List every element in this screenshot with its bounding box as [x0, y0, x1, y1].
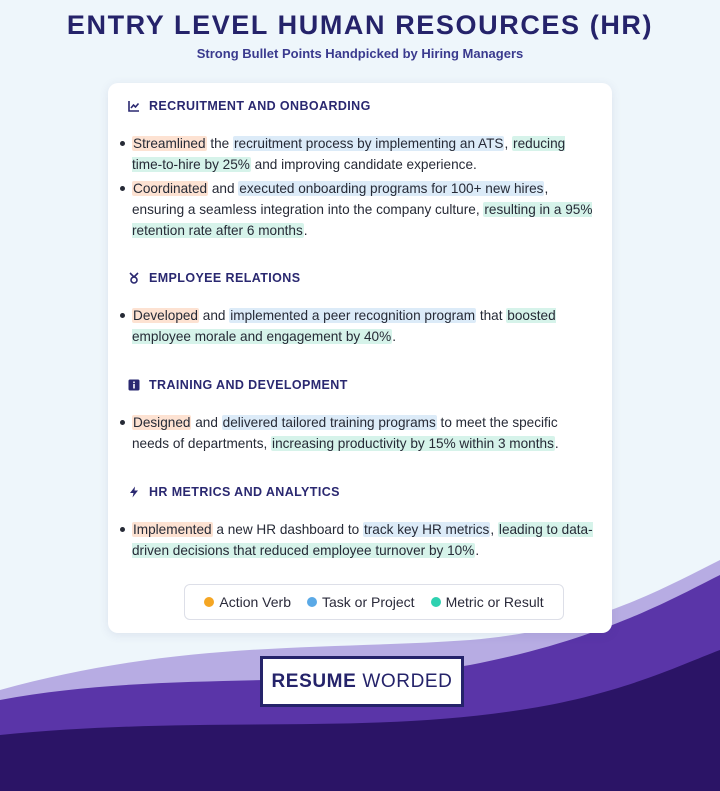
bullet-text: the [206, 136, 233, 151]
bullet-list [118, 133, 598, 244]
section-heading-label: EMPLOYEE RELATIONS [149, 271, 301, 285]
task-or-project: delivered tailored training programs [222, 415, 436, 430]
bullet-text: . [475, 543, 480, 558]
bullet-item [118, 133, 598, 175]
legend-dot [204, 597, 214, 607]
bullet-text: and [208, 181, 239, 196]
section-heading-label: RECRUITMENT AND ONBOARDING [149, 99, 371, 113]
bullet-text: . [554, 436, 559, 451]
bullet-text: and improving candidate experience. [250, 157, 477, 172]
bullet-item [118, 305, 598, 347]
bullet-text: to meet the specific needs of departments, [132, 415, 558, 451]
action-verb: Designed [133, 415, 191, 430]
bullet-text: that [476, 308, 507, 323]
legend-item [431, 594, 544, 610]
bullet-list [118, 412, 598, 457]
task-or-project: track key HR metrics [363, 522, 490, 537]
page-header [0, 6, 720, 61]
task-or-project: implemented a peer recognition program [230, 308, 476, 323]
legend-label: Action Verb [219, 594, 291, 610]
action-verb: Implemented [133, 522, 212, 537]
legend-label: Task or Project [321, 594, 415, 610]
bullet-text: , ensuring a seamless integration into the company culture, [132, 181, 549, 217]
section-heading-label: HR METRICS AND ANALYTICS [149, 485, 340, 499]
bullet-text: . [392, 329, 396, 344]
metric-or-result: increasing productivity by 15% within 3 months [272, 436, 554, 451]
highlight-legend [184, 584, 564, 620]
bullet-text: and [199, 308, 230, 323]
section-heading [128, 99, 371, 113]
section-heading [128, 271, 300, 285]
bolt-icon [128, 486, 140, 498]
bullet-list [118, 305, 598, 350]
chart-line-icon [128, 100, 140, 112]
legend-label: Metric or Result [445, 594, 544, 610]
page-title: ENTRY LEVEL HUMAN RESOURCES (HR) [66, 10, 654, 40]
metric-or-result: resulting in a 95% retention rate after 6 months [132, 202, 593, 238]
bullet-text: , [490, 522, 498, 537]
legend-item [204, 594, 291, 610]
task-or-project: executed onboarding programs for 100+ new hires [239, 181, 544, 196]
bullet-item [118, 178, 598, 241]
legend-dot [307, 597, 317, 607]
section-heading [128, 378, 348, 392]
bullet-item [118, 519, 598, 561]
section-heading [128, 485, 340, 499]
medal-icon [128, 272, 140, 284]
legend-dot [431, 597, 441, 607]
metric-or-result: leading to data-driven decisions that reduced employee turnover by 10% [132, 522, 593, 558]
action-verb: Streamlined [133, 136, 206, 151]
logo-light-text: WORDED [362, 670, 453, 692]
resume-worded-logo[interactable] [260, 656, 464, 707]
bullet-text: , [504, 136, 513, 151]
action-verb: Coordinated [133, 181, 208, 196]
bullet-text: a new HR dashboard to [212, 522, 363, 537]
bullet-item [118, 412, 598, 454]
legend-item [307, 594, 415, 610]
page-subtitle: Strong Bullet Points Handpicked by Hiring Managers [196, 46, 524, 61]
info-icon [128, 379, 140, 391]
metric-or-result: boosted employee morale and engagement by 40% [132, 308, 556, 344]
metric-or-result: reducing time-to-hire by 25% [132, 136, 566, 172]
bullet-text: and [191, 415, 222, 430]
resume-card [108, 83, 612, 633]
section-heading-label: TRAINING AND DEVELOPMENT [149, 378, 348, 392]
logo-bold-text: RESUME [271, 670, 357, 692]
bullet-text: . [303, 223, 308, 238]
task-or-project: recruitment process by implementing an ATS [234, 136, 504, 151]
action-verb: Developed [133, 308, 198, 323]
bullet-list [118, 519, 598, 564]
